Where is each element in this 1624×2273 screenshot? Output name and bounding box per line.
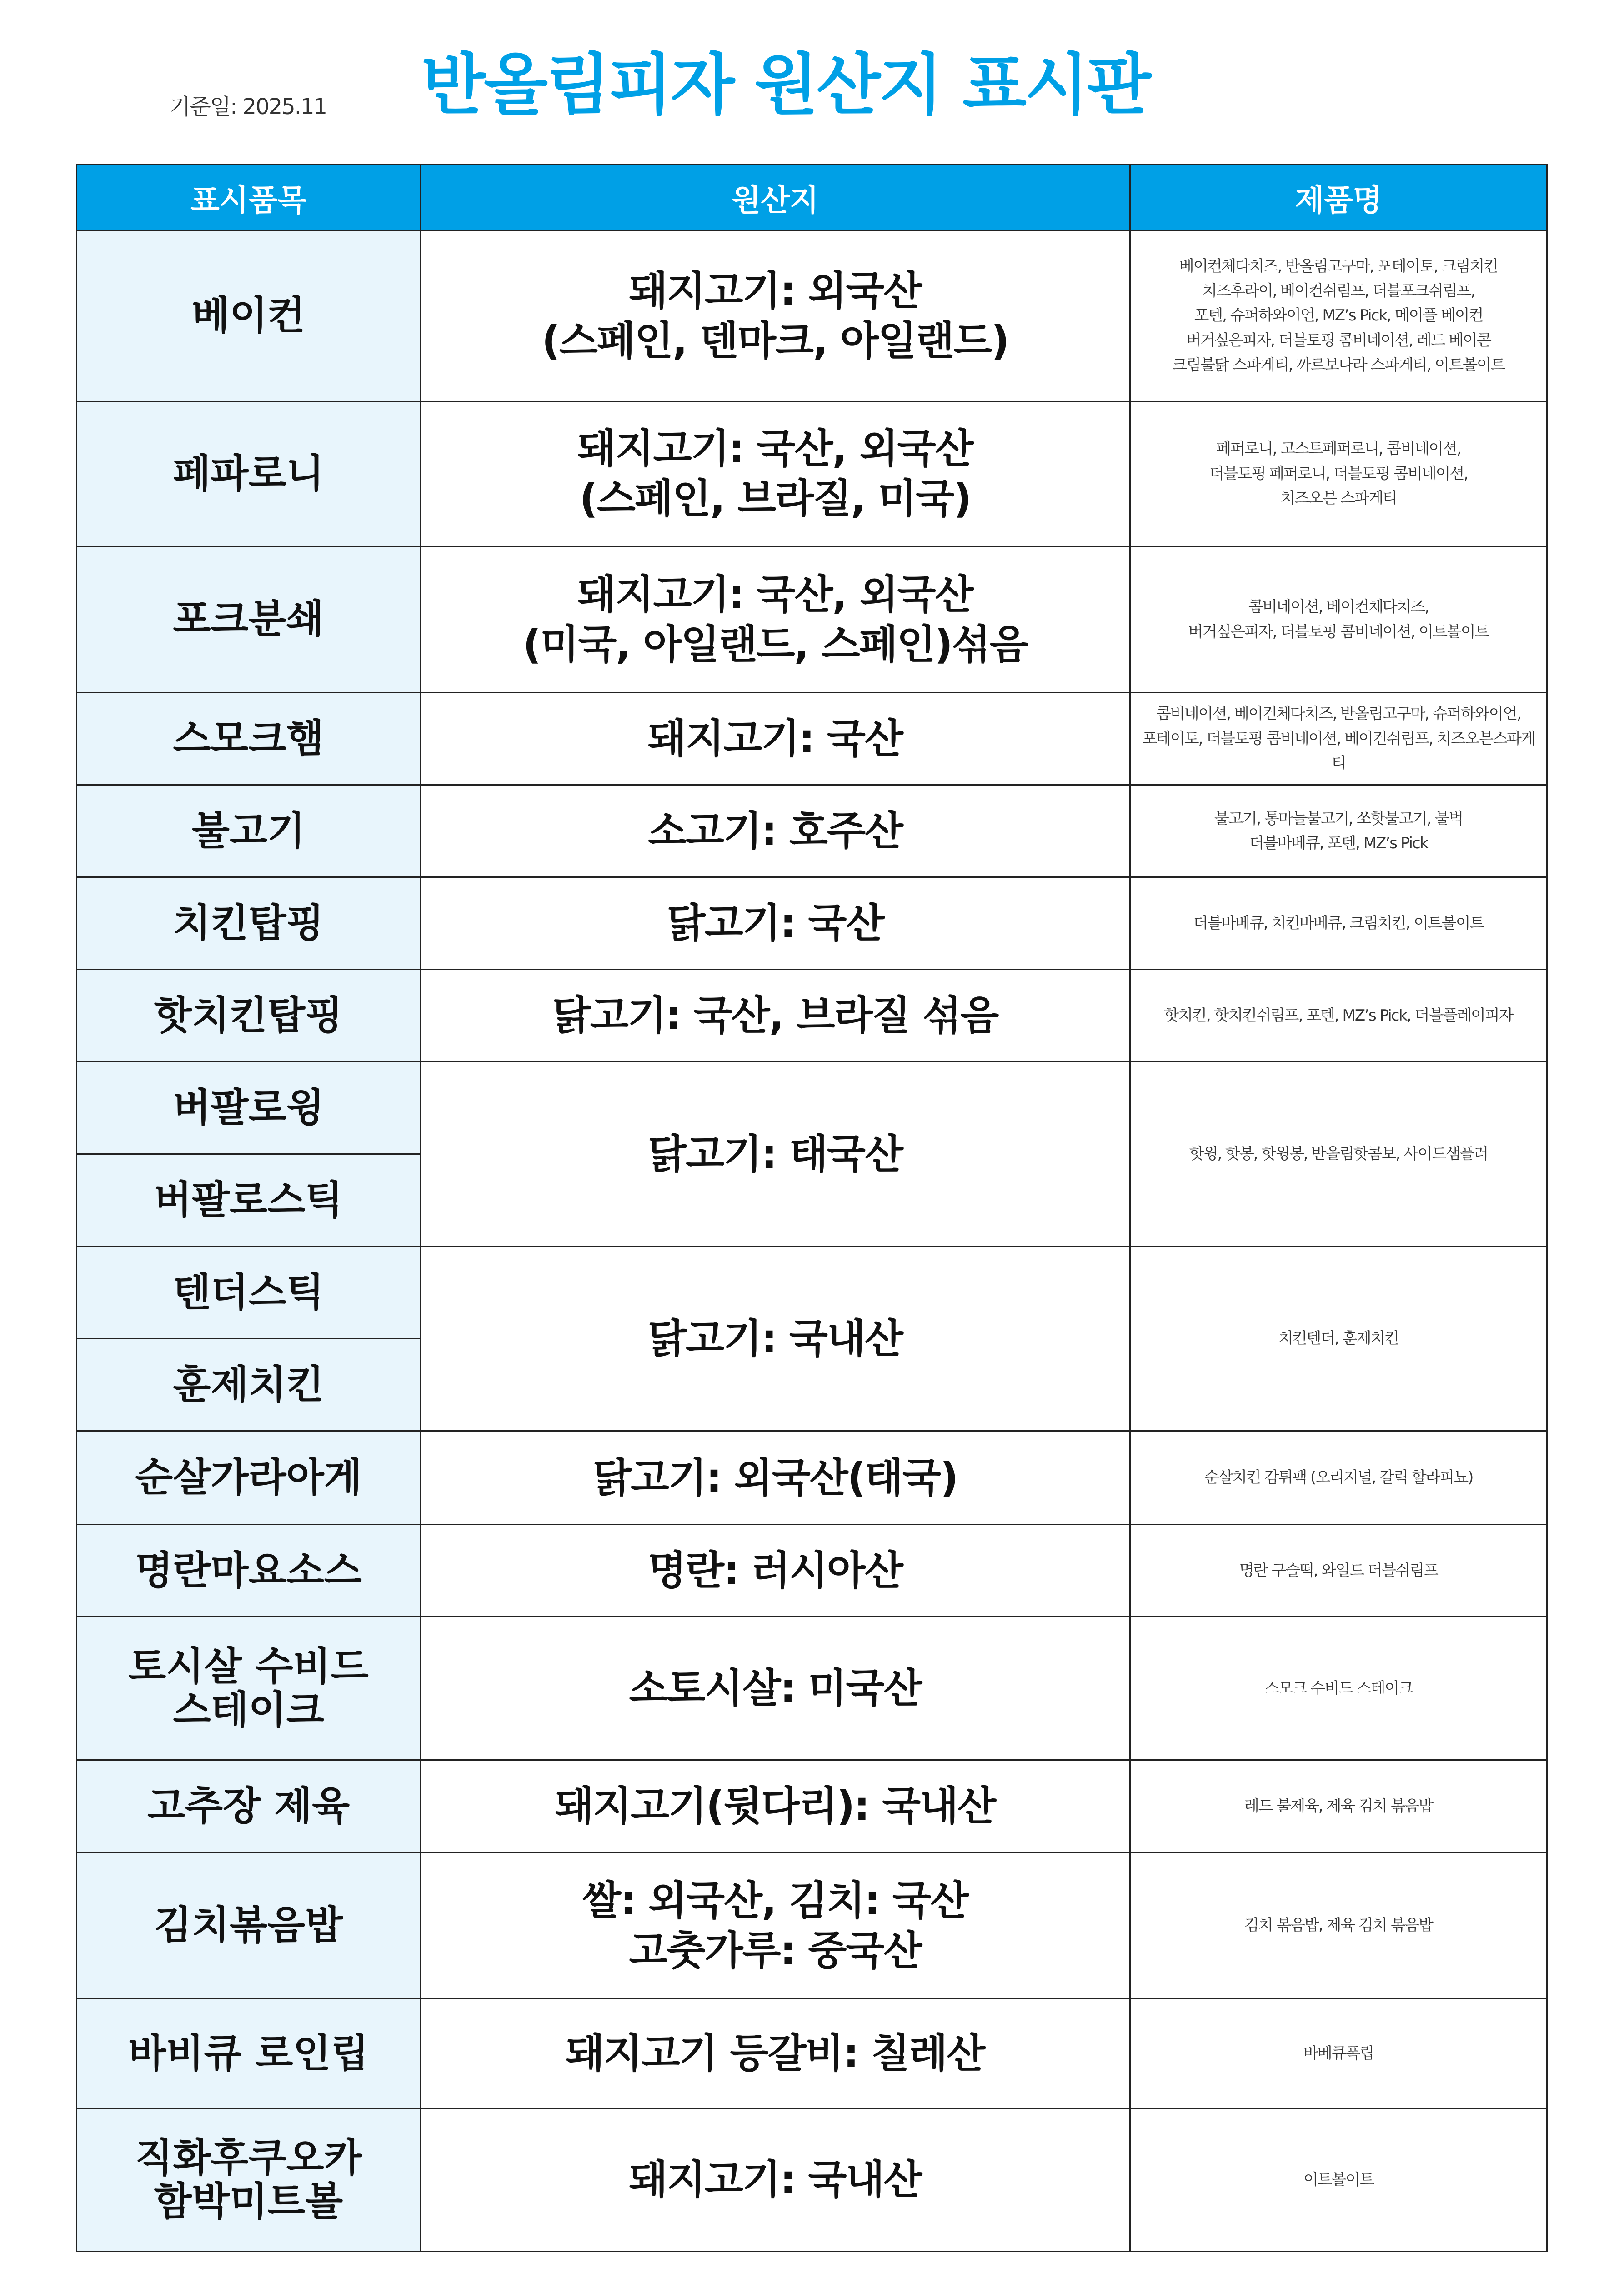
origin-cell: 돼지고기 등갈비: 칠레산 [421,1999,1130,2108]
origin-cell: 돼지고기: 국산 [421,693,1130,785]
products-cell: 치킨텐더, 훈제치킨 [1130,1247,1547,1431]
item-cell: 고추장 제육 [77,1760,421,1852]
products-cell: 페퍼로니, 고스트페퍼로니, 콤비네이션, 더블토핑 페퍼로니, 더블토핑 콤비네이션, 치즈오븐 스파게티 [1130,401,1547,546]
products-cell: 더블바베큐, 치킨바베큐, 크림치킨, 이트볼이트 [1130,877,1547,970]
products-cell: 레드 불제육, 제육 김치 볶음밥 [1130,1760,1547,1852]
origin-cell: 닭고기: 외국산(태국) [421,1431,1130,1525]
item-cell: 핫치킨탑핑 [77,970,421,1062]
origin-cell: 소토시살: 미국산 [421,1617,1130,1760]
item-cell: 순살가라아게 [77,1431,421,1525]
item-cell: 훈제치킨 [77,1339,421,1431]
products-cell: 콤비네이션, 베이컨체다치즈, 버거싶은피자, 더블토핑 콤비네이션, 이트볼이트 [1130,546,1547,693]
origin-table [76,164,1548,2252]
table-row [77,2108,1547,2252]
table-row [77,1617,1547,1760]
origin-cell: 명란: 러시아산 [421,1525,1130,1617]
table-header [77,165,1547,230]
products-cell: 스모크 수비드 스테이크 [1130,1617,1547,1760]
origin-cell: 닭고기: 태국산 [421,1062,1130,1247]
products-cell: 이트볼이트 [1130,2108,1547,2252]
table-row [77,1760,1547,1852]
products-cell: 순살치킨 감튀팩 (오리지널, 갈릭 할라피뇨) [1130,1431,1547,1525]
products-cell: 핫윙, 핫봉, 핫윙봉, 반올림핫콤보, 사이드샘플러 [1130,1062,1547,1247]
products-cell: 김치 볶음밥, 제육 김치 볶음밥 [1130,1852,1547,1999]
table-row [77,1525,1547,1617]
table-row [77,693,1547,785]
item-cell: 직화후쿠오카 함박미트볼 [77,2108,421,2252]
table-row [77,1247,1547,1339]
item-cell: 포크분쇄 [77,546,421,693]
products-cell: 불고기, 통마늘불고기, 쏘핫불고기, 불벅 더블바베큐, 포텐, MZ’s Pick [1130,785,1547,877]
item-cell: 스모크햄 [77,693,421,785]
products-cell: 베이컨체다치즈, 반올림고구마, 포테이토, 크림치킨 치즈후라이, 베이컨쉬림프, 더블포크쉬림프, 포텐, 슈퍼하와이언, MZ’s Pick, 메이플 베이컨 버거싶은피자, 더블토핑 콤비네이션, 레드 베이콘 크림불닭 스파게티, 까르보나라 스파게티, 이트볼이트 [1130,230,1547,401]
origin-cell: 닭고기: 국산 [421,877,1130,970]
origin-cell: 돼지고기(뒷다리): 국내산 [421,1760,1130,1852]
table-row [77,1062,1547,1154]
table-row [77,785,1547,877]
table-row [77,401,1547,546]
page-title: 반올림피자 원산지 표시판 [421,46,1150,124]
origin-cell: 돼지고기: 외국산 (스페인, 덴마크, 아일랜드) [421,230,1130,401]
item-cell: 명란마요소스 [77,1525,421,1617]
table-row [77,970,1547,1062]
item-cell: 버팔로스틱 [77,1154,421,1247]
column-header-products: 제품명 [1130,165,1547,230]
column-header-origin: 원산지 [421,165,1130,230]
products-cell: 콤비네이션, 베이컨체다치즈, 반올림고구마, 슈퍼하와이언, 포테이토, 더블토핑 콤비네이션, 베이컨쉬림프, 치즈오븐스파게티 [1130,693,1547,785]
reference-date: 기준일: 2025.11 [170,94,327,120]
origin-cell: 돼지고기: 국산, 외국산 (미국, 아일랜드, 스페인)섞음 [421,546,1130,693]
origin-cell: 돼지고기: 국산, 외국산 (스페인, 브라질, 미국) [421,401,1130,546]
item-cell: 치킨탑핑 [77,877,421,970]
item-cell: 토시살 수비드 스테이크 [77,1617,421,1760]
origin-cell: 돼지고기: 국내산 [421,2108,1130,2252]
table-row [77,1852,1547,1999]
item-cell: 페파로니 [77,401,421,546]
item-cell: 버팔로윙 [77,1062,421,1154]
item-cell: 불고기 [77,785,421,877]
products-cell: 핫치킨, 핫치킨쉬림프, 포텐, MZ’s Pick, 더블플레이피자 [1130,970,1547,1062]
column-header-item: 표시품목 [77,165,421,230]
origin-cell: 닭고기: 국내산 [421,1247,1130,1431]
item-cell: 텐더스틱 [77,1247,421,1339]
table-row [77,546,1547,693]
table-row [77,230,1547,401]
origin-cell: 소고기: 호주산 [421,785,1130,877]
origin-cell: 쌀: 외국산, 김치: 국산 고춧가루: 중국산 [421,1852,1130,1999]
products-cell: 명란 구슬떡, 와일드 더블쉬림프 [1130,1525,1547,1617]
table-row [77,1431,1547,1525]
item-cell: 김치볶음밥 [77,1852,421,1999]
table-row [77,877,1547,970]
item-cell: 베이컨 [77,230,421,401]
table-row [77,1999,1547,2108]
item-cell: 바비큐 로인립 [77,1999,421,2108]
origin-cell: 닭고기: 국산, 브라질 섞음 [421,970,1130,1062]
products-cell: 바베큐폭립 [1130,1999,1547,2108]
